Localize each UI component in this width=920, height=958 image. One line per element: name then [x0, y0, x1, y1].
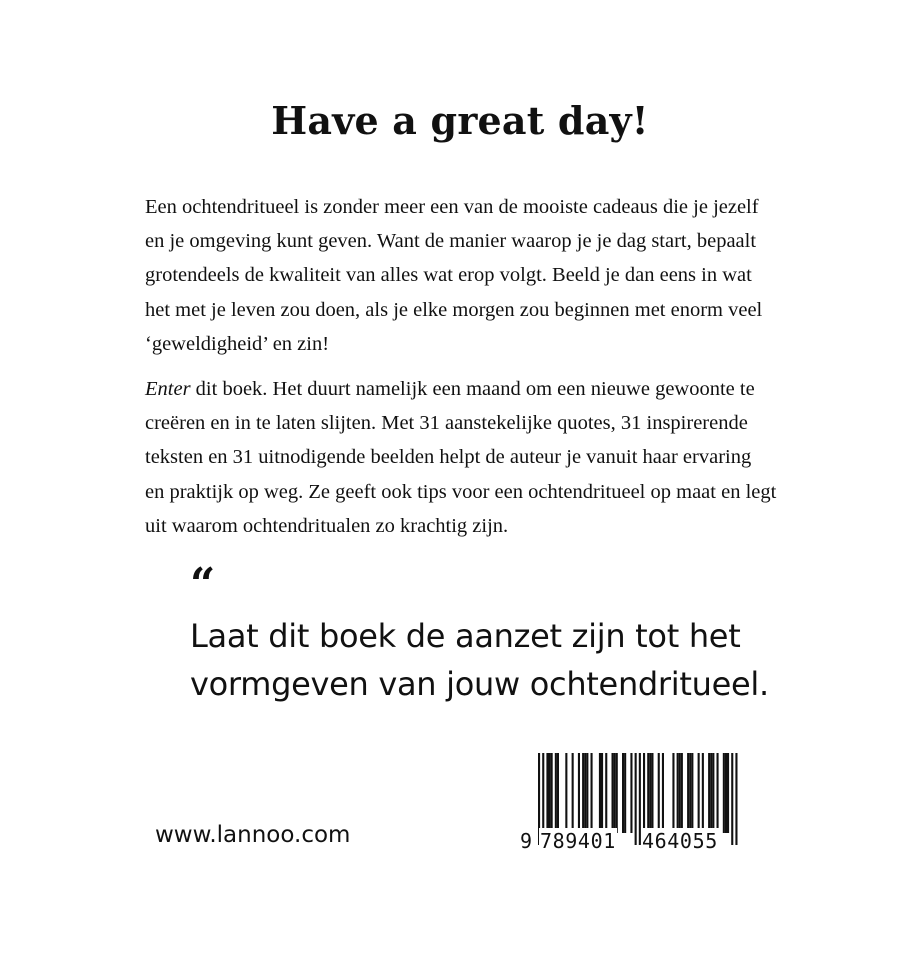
description-line: uit waarom ochtendritualen zo krachtig zijn. [145, 514, 509, 537]
barcode-bar [651, 753, 653, 833]
intro-line: Een ochtendritueel is zonder meer een van de mooiste cadeaus die je jezelf [145, 196, 759, 218]
quote-mark-icon: “ [190, 559, 216, 610]
pull-quote-line: Laat dit boek de aanzet zijn tot het [190, 617, 741, 655]
barcode-bar [687, 753, 689, 833]
emphasis-word: Enter [145, 378, 191, 400]
barcode-bar [681, 753, 683, 833]
barcode-bar [582, 753, 584, 833]
barcode-bar [672, 753, 674, 833]
barcode-bar [710, 753, 712, 833]
pull-quote [190, 612, 790, 708]
barcode-bar [679, 753, 681, 833]
barcode-bar [612, 753, 614, 833]
barcode-bar [622, 753, 624, 833]
barcode-bar [698, 753, 700, 833]
barcode-first-digit: 9 [520, 829, 533, 853]
intro-line: ‘geweldigheid’ en zin! [145, 332, 330, 355]
barcode-bar [546, 753, 548, 833]
description-line: creëren en in te laten slijten. Met 31 aanstekelijke quotes, 31 inspirerende [145, 412, 748, 435]
barcode-bar [616, 753, 618, 833]
barcode-bar [549, 753, 551, 833]
barcode-left-group: 789401 [540, 829, 616, 853]
barcode-bar [727, 753, 729, 833]
barcode-bar [702, 753, 704, 833]
description-paragraph [145, 372, 785, 543]
barcode-bar [586, 753, 588, 833]
barcode-bar [658, 753, 660, 833]
barcode-bar [689, 753, 691, 833]
barcode-bar [712, 753, 714, 833]
barcode-bar [584, 753, 586, 833]
barcode-bar [691, 753, 693, 833]
barcode-bar [630, 753, 632, 833]
publisher-website: www.lannoo.com [155, 822, 351, 848]
description-line: en praktijk op weg. Ze geeft ook tips voor een ochtendritueel op maat en legt [145, 480, 777, 503]
barcode-bar [662, 753, 664, 833]
barcode-bar [725, 753, 727, 833]
barcode-bar [647, 753, 649, 833]
barcode-bar [557, 753, 559, 833]
intro-line: en je omgeving kunt geven. Want de manier waarop je je dag start, bepaalt [145, 230, 757, 253]
description-line [145, 372, 785, 406]
barcode-bar [599, 753, 601, 833]
barcode-bar [605, 753, 607, 833]
description-line-text: dit boek. Het duurt namelijk een maand om een nieuwe gewoonte te [190, 378, 755, 400]
barcode-number [520, 828, 746, 854]
barcode-bar [572, 753, 574, 833]
pull-quote-line: vormgeven van jouw ochtendritueel. [190, 665, 769, 703]
barcode-bar [677, 753, 679, 833]
page-title: Have a great day! [271, 98, 649, 143]
barcode-bar [565, 753, 567, 833]
barcode-bar [717, 753, 719, 833]
barcode-bar [649, 753, 651, 833]
barcode-bar [643, 753, 645, 833]
barcode-bar [614, 753, 616, 833]
barcode-bar [708, 753, 710, 833]
barcode-bar [723, 753, 725, 833]
barcode-right-group: 464055 [642, 829, 718, 853]
barcode-bar [601, 753, 603, 833]
barcode-bar [591, 753, 593, 833]
intro-line: grotendeels de kwaliteit van alles wat erop volgt. Beeld je dan eens in wat [145, 264, 752, 287]
barcode-bar [578, 753, 580, 833]
barcode-bar [555, 753, 557, 833]
barcode-bar [551, 753, 553, 833]
intro-line: het met je leven zou doen, als je elke morgen zou beginnen met enorm veel [145, 298, 763, 321]
barcode-bar [624, 753, 626, 833]
description-line: teksten en 31 uitnodigende beelden helpt de auteur je vanuit haar ervaring [145, 446, 752, 469]
intro-paragraph [145, 190, 785, 361]
